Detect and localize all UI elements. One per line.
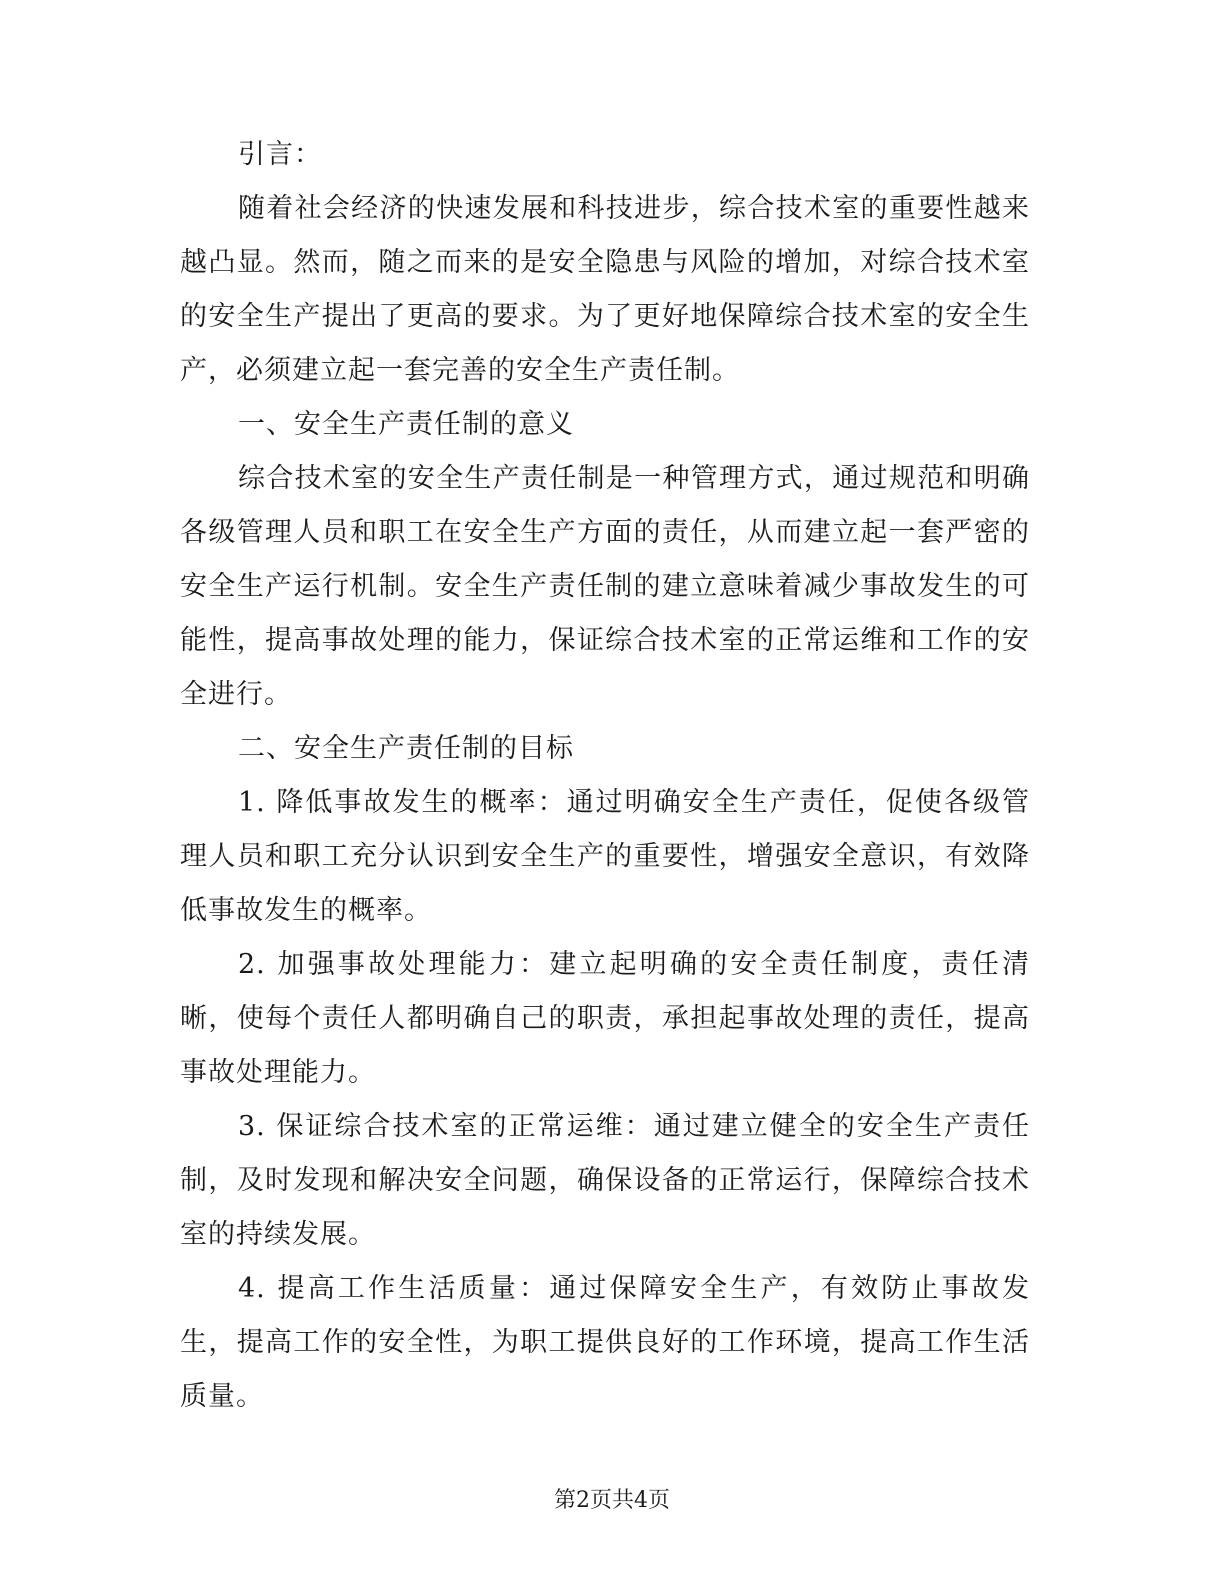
- section-heading-significance: 一、安全生产责任制的意义: [238, 409, 574, 440]
- paragraph-intro-text: 随着社会经济的快速发展和科技进步，综合技术室的重要性越来越凸显。然而，随之而来的是安全隐患与风险的增加，对综合技术室的安全生产提出了更高的要求。为了更好地保障综合技术室的安全生产，必须建立起一套完善的安全生产责任制。: [180, 193, 1030, 386]
- section-heading-goals: 二、安全生产责任制的目标: [238, 733, 574, 764]
- list-item-goal-4: 4. 提高工作生活质量：通过保障安全生产，有效防止事故发生，提高工作的安全性，为职工提供良好的工作环境，提高工作生活质量。: [180, 1273, 1030, 1412]
- list-item-goal-1: 1. 降低事故发生的概率：通过明确安全生产责任，促使各级管理人员和职工充分认识到安全生产的重要性，增强安全意识，有效降低事故发生的概率。: [180, 787, 1030, 926]
- paragraph-intro-heading: 引言：: [238, 139, 322, 170]
- list-item-goal-3: 3. 保证综合技术室的正常运维：通过建立健全的安全生产责任制，及时发现和解决安全问题，确保设备的正常运行，保障综合技术室的持续发展。: [180, 1111, 1030, 1250]
- page-number-footer: 第2页共4页: [554, 1488, 670, 1513]
- document-body: [180, 128, 1030, 1424]
- paragraph-significance-text: 综合技术室的安全生产责任制是一种管理方式，通过规范和明确各级管理人员和职工在安全生产方面的责任，从而建立起一套严密的安全生产运行机制。安全生产责任制的建立意味着减少事故发生的可能性，提高事故处理的能力，保证综合技术室的正常运维和工作的安全进行。: [180, 463, 1030, 710]
- list-item-goal-2: 2. 加强事故处理能力：建立起明确的安全责任制度，责任清晰，使每个责任人都明确自己的职责，承担起事故处理的责任，提高事故处理能力。: [180, 949, 1030, 1088]
